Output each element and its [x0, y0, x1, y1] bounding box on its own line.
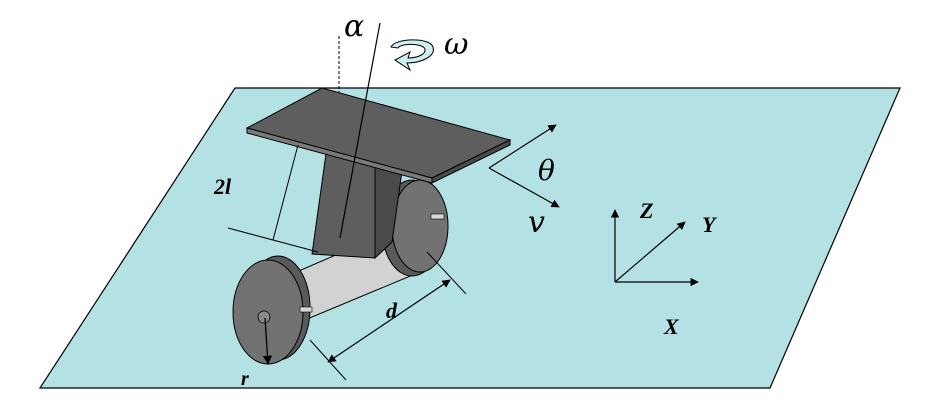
- d-label: d: [386, 298, 397, 323]
- theta-label: θ: [538, 154, 555, 187]
- y-axis-label: Y: [702, 212, 716, 237]
- two-l-label: 2l: [214, 174, 232, 199]
- v-label: v: [528, 205, 545, 240]
- x-axis-label: X: [664, 314, 679, 339]
- r-label: r: [241, 368, 249, 390]
- rotation-arrow-icon: [391, 40, 433, 70]
- omega-label: ω: [444, 27, 469, 62]
- alpha-label: α: [344, 9, 365, 44]
- z-axis-label: Z: [640, 198, 654, 223]
